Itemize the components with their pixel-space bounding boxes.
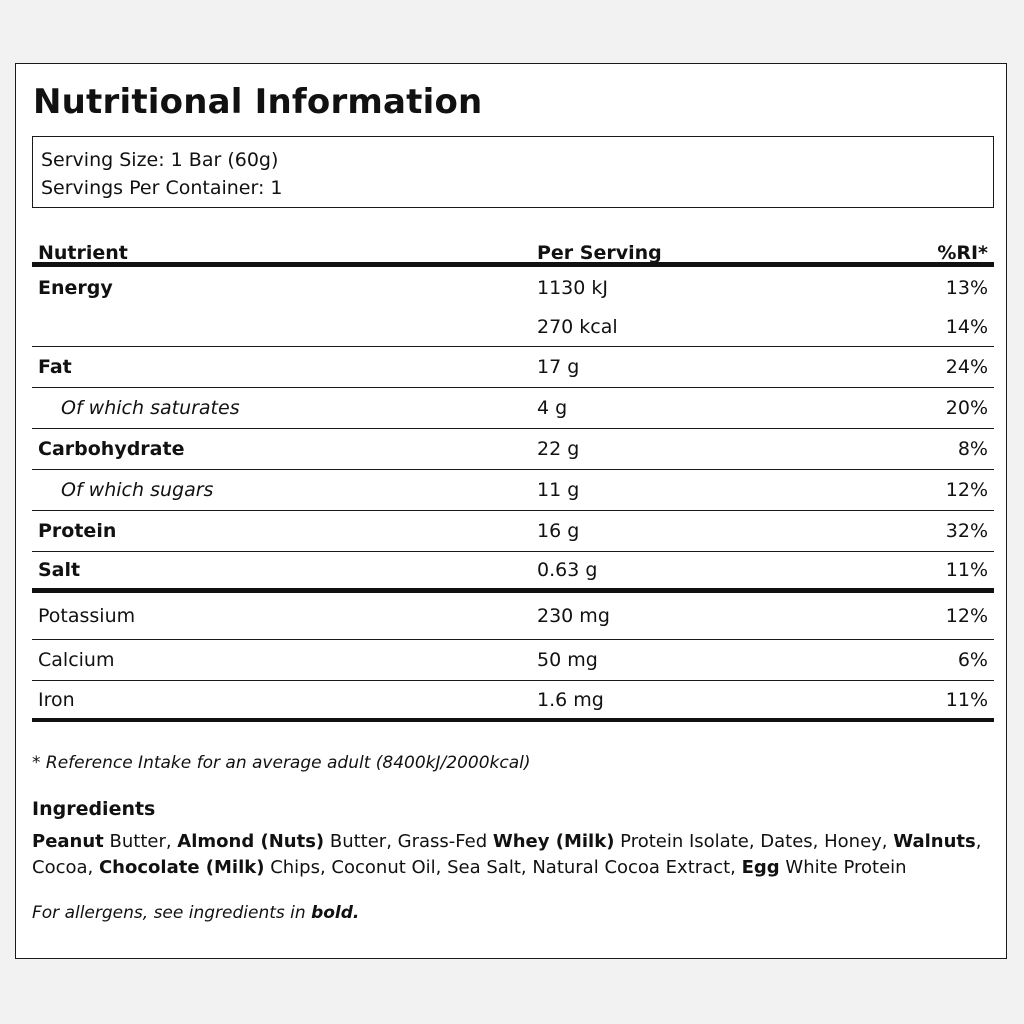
nutrient-ri: 8% <box>957 438 988 460</box>
ingredients-list <box>32 829 982 881</box>
nutrient-name: Potassium <box>38 605 136 627</box>
nutrient-value: 0.63 g <box>537 559 598 581</box>
nutrient-name: Protein <box>38 520 117 542</box>
nutrient-name: Of which sugars <box>61 479 214 501</box>
nutrient-value: 50 mg <box>537 649 598 671</box>
nutrient-ri: 12% <box>945 479 988 501</box>
table-row-iron <box>32 681 994 722</box>
servings-per-container: Servings Per Container: 1 <box>41 177 283 199</box>
ingredient-allergen: Almond (Nuts) <box>177 831 325 852</box>
nutrient-name: Carbohydrate <box>38 438 185 460</box>
header-ri: %RI* <box>937 242 988 264</box>
table-header-row <box>32 224 994 267</box>
table-row-energy-kj <box>32 267 994 308</box>
nutrition-label <box>15 63 1007 959</box>
nutrient-ri: 11% <box>945 688 988 711</box>
nutrient-ri: 20% <box>945 397 988 419</box>
page-title: Nutritional Information <box>33 82 483 122</box>
nutrient-value: 1130 kJ <box>537 276 608 299</box>
table-row-sugars <box>32 470 994 511</box>
ingredient-text: , Cocoa, <box>32 831 982 878</box>
table-row-saturates <box>32 388 994 429</box>
table-row-fat <box>32 347 994 388</box>
ingredient-allergen: Walnuts <box>893 831 976 852</box>
nutrient-name: Fat <box>38 356 72 378</box>
ingredient-text: Chips, Coconut Oil, Sea Salt, Natural Cocoa Extract, <box>264 857 742 878</box>
nutrient-ri: 6% <box>957 649 988 671</box>
table-row-salt <box>32 552 994 593</box>
nutrient-name: Iron <box>38 688 75 711</box>
allergen-note-text: For allergens, see ingredients in <box>32 903 312 923</box>
table-row-potassium <box>32 593 994 640</box>
nutrition-table <box>32 224 994 722</box>
ingredient-text: Butter, Grass-Fed <box>324 831 493 852</box>
allergen-note <box>32 903 359 923</box>
nutrient-ri: 14% <box>945 316 988 338</box>
nutrient-ri: 32% <box>945 520 988 542</box>
nutrient-ri: 24% <box>945 356 988 378</box>
table-row-carbohydrate <box>32 429 994 470</box>
nutrient-value: 4 g <box>537 397 568 419</box>
nutrient-value: 22 g <box>537 438 580 460</box>
ingredient-text: Protein Isolate, Dates, Honey, <box>614 831 894 852</box>
ingredient-allergen: Chocolate (Milk) <box>98 857 265 878</box>
ingredient-allergen: Whey (Milk) <box>492 831 615 852</box>
ingredient-text: Butter, <box>103 831 178 852</box>
header-per-serving: Per Serving <box>537 242 662 264</box>
nutrient-name: Of which saturates <box>61 397 240 419</box>
nutrient-name: Calcium <box>38 649 115 671</box>
serving-size: Serving Size: 1 Bar (60g) <box>41 149 279 171</box>
nutrient-value: 16 g <box>537 520 580 542</box>
nutrient-value: 17 g <box>537 356 580 378</box>
table-row-protein <box>32 511 994 552</box>
nutrient-ri: 11% <box>945 559 988 581</box>
allergen-note-emphasis: bold. <box>311 903 360 923</box>
serving-info-box <box>32 136 994 208</box>
nutrient-ri: 13% <box>945 276 988 299</box>
table-row-energy-kcal <box>32 308 994 347</box>
nutrient-value: 270 kcal <box>537 316 618 338</box>
table-row-calcium <box>32 640 994 681</box>
ingredient-text: White Protein <box>779 857 907 878</box>
header-nutrient: Nutrient <box>38 242 128 264</box>
nutrient-name: Salt <box>38 559 81 581</box>
nutrient-value: 11 g <box>537 479 580 501</box>
ingredients-heading: Ingredients <box>32 798 156 820</box>
nutrient-name: Energy <box>38 276 113 299</box>
ingredient-allergen: Egg <box>741 857 780 878</box>
nutrient-value: 230 mg <box>537 605 610 627</box>
nutrient-ri: 12% <box>945 605 988 627</box>
ingredient-allergen: Peanut <box>32 831 104 852</box>
nutrient-value: 1.6 mg <box>537 688 604 711</box>
reference-intake-note: * Reference Intake for an average adult (8400kJ/2000kcal) <box>32 753 531 773</box>
